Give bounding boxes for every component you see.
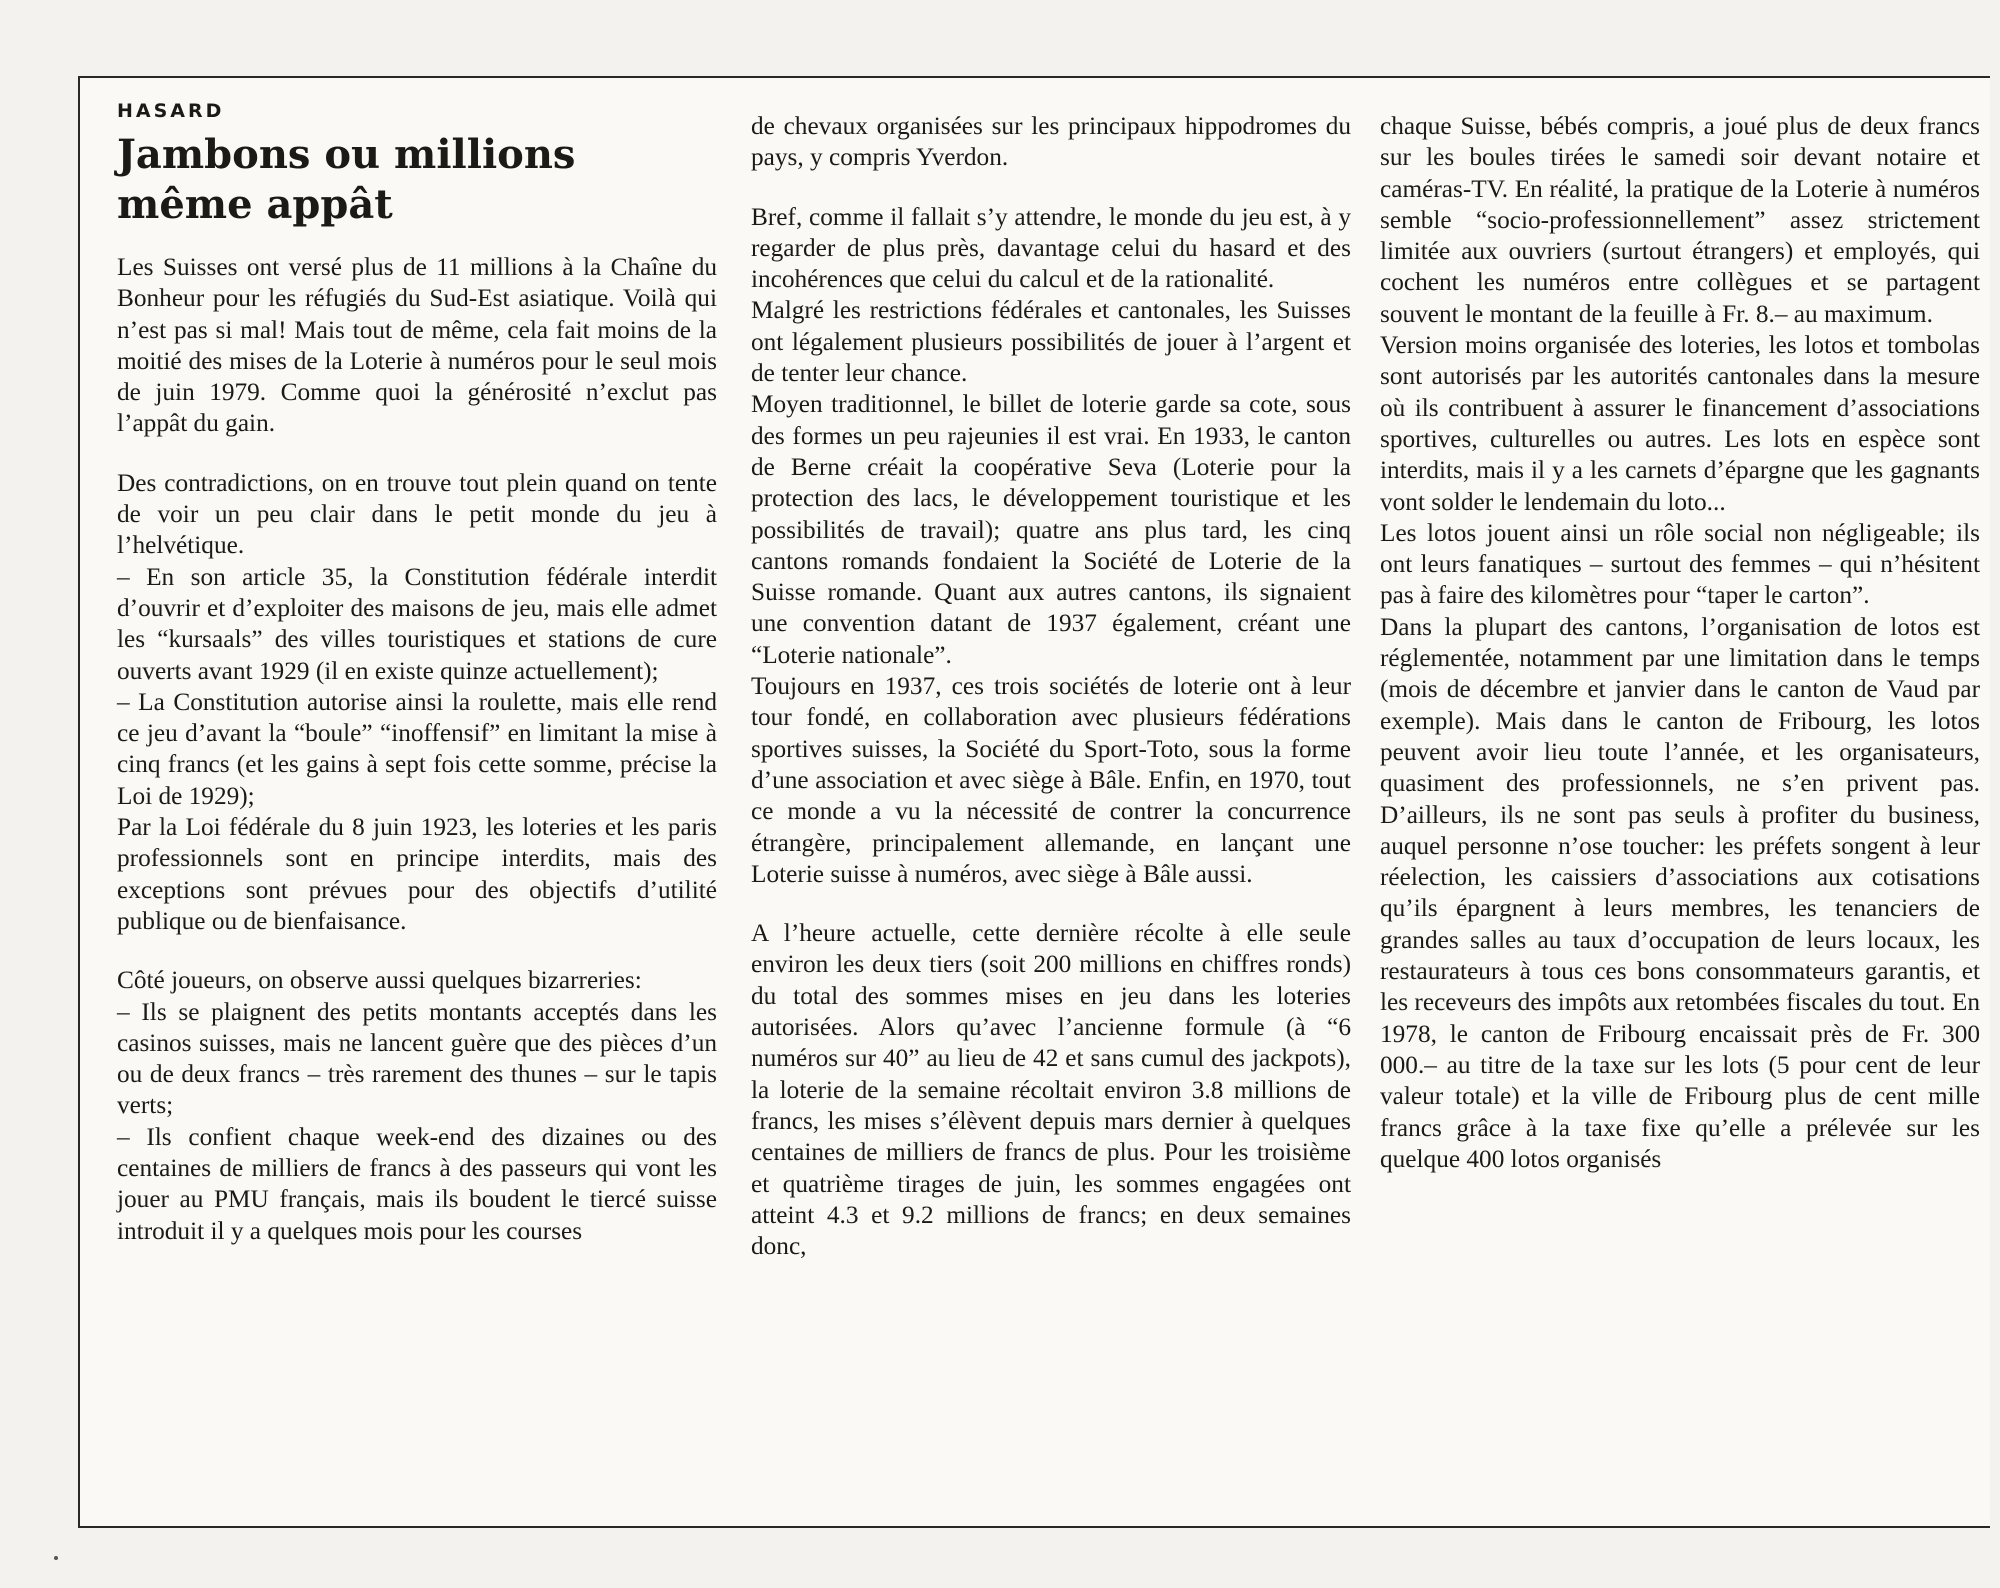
headline-line-1: Jambons ou millions: [117, 131, 576, 178]
paragraph: – Ils confient chaque week-end des dizaines ou des centaines de milliers de francs à des passeurs qui vont les jouer au PMU français, mais ils boudent le tiercé suisse introduit il y a quelques mois pour les courses: [117, 1122, 717, 1245]
paragraph: – En son article 35, la Constitution fédérale interdit d’ouvrir et d’exploiter des maisons de jeu, mais elle admet les “kursaals” des villes touristiques et stations de cure ouverts avant 1929 (il en existe quinze actuellement);: [117, 562, 717, 685]
paragraph: Par la Loi fédérale du 8 juin 1923, les loteries et les paris professionnels sont en principe interdits, mais des exceptions sont prévues pour des objectifs d’utilité publique ou de bienfaisance.: [117, 813, 717, 935]
paragraph: Malgré les restrictions fédérales et cantonales, les Suisses ont légalement plusieurs possibilités de jouer à l’argent et de tenter leur chance.: [751, 296, 1351, 388]
headline-line-2: même appât: [117, 181, 393, 228]
article-column-2: [751, 111, 1351, 1262]
paragraph: Version moins organisée des loteries, les lotos et tombolas sont autorisés par les autorités cantonales dans la mesure où ils contribuent à assurer le financement d’associations sportives, culturelles ou autres. Les lots en espèce sont interdits, mais il y a les carnets d’épargne que les gagnants vont solder le lendemain du loto...: [1380, 331, 1980, 516]
paragraph: Dans la plupart des cantons, l’organisation de lotos est réglementée, notamment par une limitation dans le temps (mois de décembre et janvier dans le canton de Vaud par exemple). Mais dans le canton de Fribourg, les lotos peuvent avoir lieu toute l’année, et les organisateurs, quasiment des professionnels, ne s’en privent pas. D’ailleurs, ils ne sont pas seuls à profiter du business, auquel personne n’ose toucher: les préfets songent à leur réelection, les caissiers d’associations aux cotisations qu’ils épargnent à leurs membres, les tenanciers de grandes salles au taux d’occupation de leurs locaux, les restaurateurs à tous ces bons consommateurs garantis, et les receveurs des impôts aux retombées fiscales du tout. En 1978, le canton de Fribourg encaissait près de Fr. 300 000.– au titre de la taxe sur les lots (5 pour cent de leur valeur totale) et la ville de Fribourg plus de cent mille francs grâce à la taxe fixe qu’elle a prélevée sur les quelque 400 lotos organisés: [1380, 612, 1980, 1173]
paragraph: Des contradictions, on en trouve tout plein quand on tente de voir un peu clair dans le petit monde du jeu à l’helvétique.: [117, 468, 717, 560]
article-headline: [117, 130, 717, 230]
paragraph: Bref, comme il fallait s’y attendre, le monde du jeu est, à y regarder de plus près, davantage celui du hasard et des incohérences que celui du calcul et de la rationalité.: [751, 202, 1351, 294]
section-label: HASARD: [117, 100, 225, 122]
paragraph: – La Constitution autorise ainsi la roulette, mais elle rend ce jeu d’avant la “boule” “inoffensif” en limitant la mise à cinq francs (et les gains à sept fois cette somme, précise la Loi de 1929);: [117, 687, 717, 810]
paragraph: chaque Suisse, bébés compris, a joué plus de deux francs sur les boules tirées le samedi soir devant notaire et caméras-TV. En réalité, la pratique de la Loterie à numéros semble “socio-professionnellement” assez strictement limitée aux ouvriers (surtout étrangers) et employés, qui cochent les numéros entre collègues et se partagent souvent le montant de la feuille à Fr. 8.– au maximum.: [1380, 112, 1980, 328]
paragraph: Toujours en 1937, ces trois sociétés de loterie ont à leur tour fondé, en collaboration avec plusieurs fédérations sportives suisses, la Société du Sport-Toto, sous la forme d’une association et avec siège à Bâle. Enfin, en 1970, tout ce monde a vu la nécessité de contrer la concurrence étrangère, principalement allemande, en lançant une Loterie suisse à numéros, avec siège à Bâle aussi.: [751, 672, 1351, 888]
article-column-3: [1380, 111, 1980, 1175]
paragraph: A l’heure actuelle, cette dernière récolte à elle seule environ les deux tiers (soit 200 millions en chiffres ronds) du total des sommes mises en jeu dans les loteries autorisées. Alors qu’avec l’ancienne formule (à “6 numéros sur 40” au lieu de 42 et sans cumul des jackpots), la loterie de la semaine récoltait environ 3.8 millions de francs, les mises s’élèvent depuis mars dernier à quelques centaines de milliers de francs de plus. Pour les troisième et quatrième tirages de juin, les sommes engagées ont atteint 4.3 et 9.2 millions de francs; en deux semaines donc,: [751, 919, 1351, 1261]
column-2-body: [751, 111, 1351, 1262]
paragraph: de chevaux organisées sur les principaux hippodromes du pays, y compris Yverdon.: [751, 112, 1351, 172]
paragraph: Les Suisses ont versé plus de 11 millions à la Chaîne du Bonheur pour les réfugiés du Sud-Est asiatique. Voilà qui n’est pas si mal! Mais tout de même, cela fait moins de la moitié des mises de la Loterie à numéros pour le seul mois de juin 1979. Comme quoi la générosité n’exclut pas l’appât du gain.: [117, 253, 717, 438]
paragraph: Moyen traditionnel, le billet de loterie garde sa cote, sous des formes un peu rajeunies il est vrai. En 1933, le canton de Berne créait la coopérative Seva (Loterie pour la protection des lacs, le développement touristique et les possibilités de travail); quatre ans plus tard, les cinq cantons romands fondaient la Société de Loterie de la Suisse romande. Quant aux autres cantons, ils signaient une convention datant de 1937 également, créant une “Loterie nationale”.: [751, 390, 1351, 669]
article-column-1: [117, 100, 717, 1247]
column-1-body: [117, 252, 717, 1247]
paragraph: Côté joueurs, on observe aussi quelques bizarreries:: [117, 966, 642, 995]
paragraph: – Ils se plaignent des petits montants acceptés dans les casinos suisses, mais ne lancent guère que des pièces d’un ou de deux francs – très rarement des thunes – sur le tapis verts;: [117, 997, 717, 1120]
paragraph: Les lotos jouent ainsi un rôle social non négligeable; ils ont leurs fanatiques – surtout des femmes – qui n’hésitent pas à faire des kilomètres pour “taper le carton”.: [1380, 518, 1980, 610]
column-3-body: [1380, 111, 1980, 1175]
print-speck: [54, 1556, 58, 1560]
